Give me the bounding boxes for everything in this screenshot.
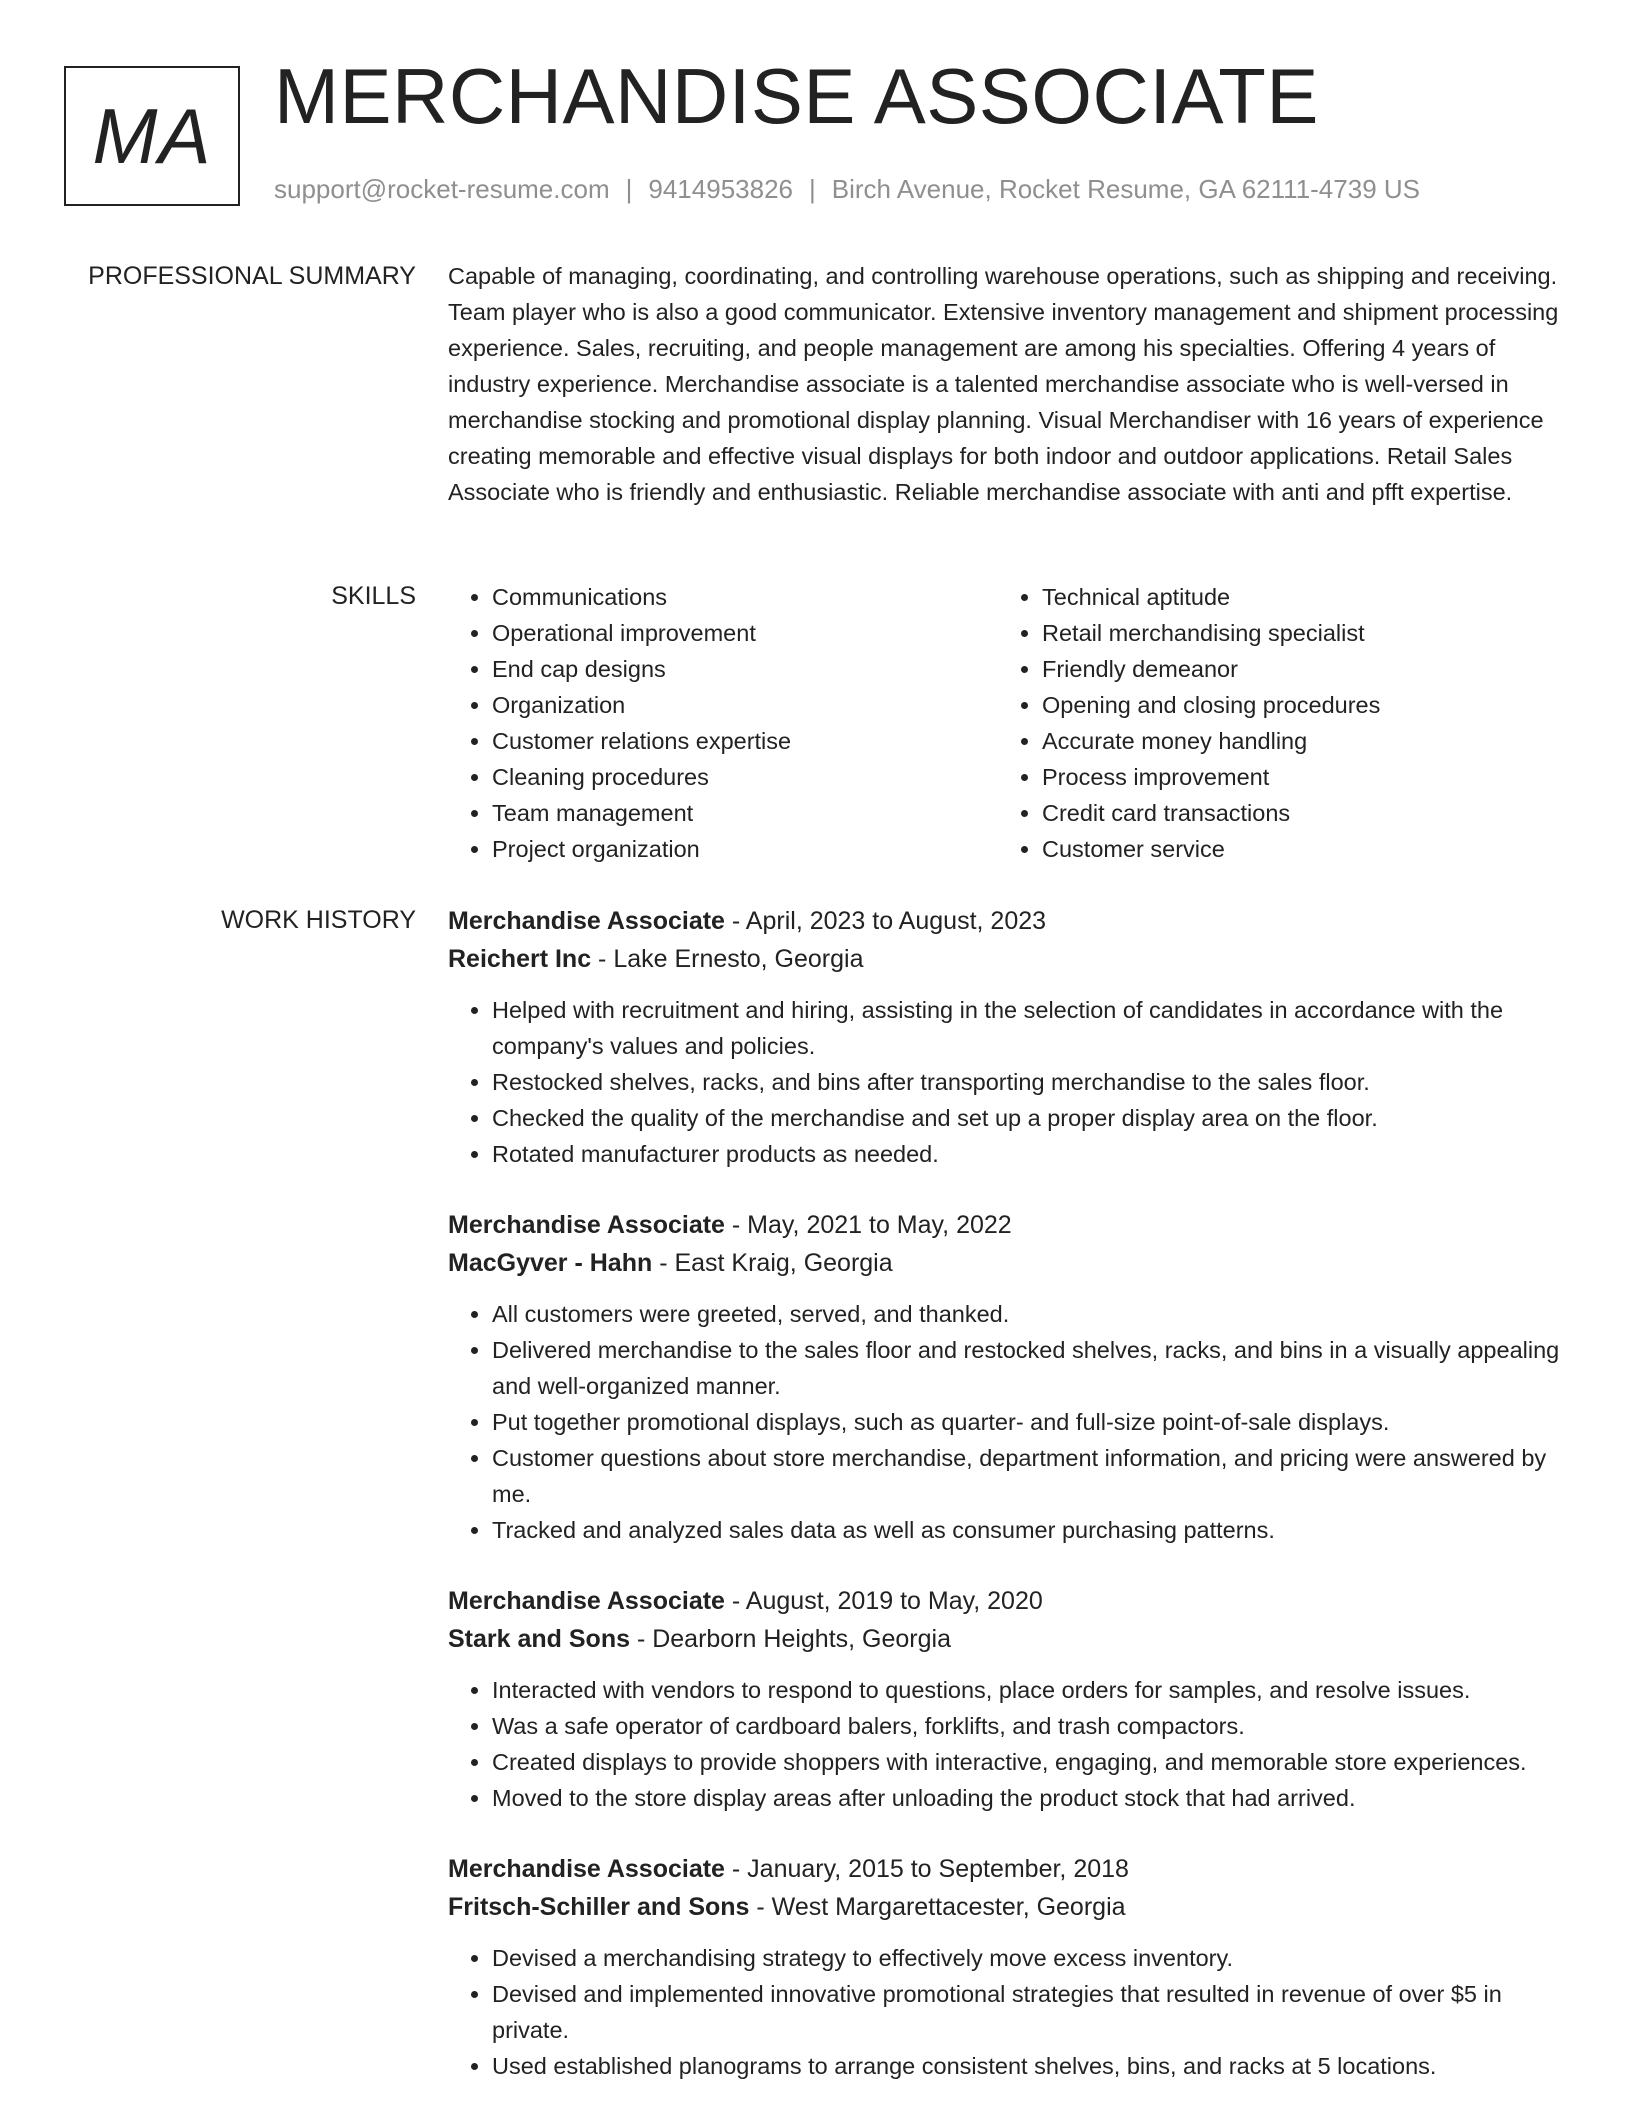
work-history-section bbox=[448, 902, 1568, 2118]
contact-line bbox=[274, 174, 1420, 205]
skills-list-left bbox=[448, 579, 998, 867]
job-company-line bbox=[448, 940, 1568, 978]
job-bullet: • Checked the quality of the merchandise and set up a proper display area on the floor. bbox=[492, 1100, 1568, 1136]
job-entry bbox=[448, 1582, 1568, 1816]
job-bullet: • All customers were greeted, served, and thanked. bbox=[492, 1296, 1568, 1332]
skill-item: • Credit card transactions bbox=[1042, 795, 1548, 831]
summary-section bbox=[448, 258, 1568, 510]
job-bullets bbox=[448, 992, 1568, 1172]
job-bullets bbox=[448, 1296, 1568, 1548]
job-bullet: • Tracked and analyzed sales data as well as consumer purchasing patterns. bbox=[492, 1512, 1568, 1548]
skill-item: • End cap designs bbox=[492, 651, 998, 687]
section-label-summary: PROFESSIONAL SUMMARY bbox=[88, 262, 416, 290]
job-bullet: • Rotated manufacturer products as needed. bbox=[492, 1136, 1568, 1172]
skill-item: • Technical aptitude bbox=[1042, 579, 1548, 615]
job-bullet: • Devised and implemented innovative promotional strategies that resulted in revenue of over $5 in private. bbox=[492, 1976, 1568, 2048]
job-title-line bbox=[448, 1206, 1568, 1244]
contact-email: support@rocket-resume.com bbox=[274, 174, 610, 204]
job-title-line bbox=[448, 902, 1568, 940]
skill-item: • Friendly demeanor bbox=[1042, 651, 1548, 687]
contact-separator: | bbox=[809, 174, 816, 204]
job-dates: - August, 2019 to May, 2020 bbox=[724, 1587, 1043, 1615]
skill-item: • Communications bbox=[492, 579, 998, 615]
job-company-line bbox=[448, 1244, 1568, 1282]
job-bullet: • Used established planograms to arrange consistent shelves, bins, and racks at 5 locations. bbox=[492, 2048, 1568, 2084]
contact-separator: | bbox=[625, 174, 633, 204]
job-bullet: • Delivered merchandise to the sales floor and restocked shelves, racks, and bins in a visually appealing and well-organized manner. bbox=[492, 1332, 1568, 1404]
job-dates: - January, 2015 to September, 2018 bbox=[724, 1855, 1129, 1883]
skill-item: • Retail merchandising specialist bbox=[1042, 615, 1548, 651]
contact-phone: 9414953826 bbox=[648, 174, 793, 204]
job-title: Merchandise Associate bbox=[448, 1855, 725, 1883]
job-location: - West Margarettacester, Georgia bbox=[749, 1893, 1126, 1921]
section-label-work-history: WORK HISTORY bbox=[221, 906, 416, 934]
skill-item: • Cleaning procedures bbox=[492, 759, 998, 795]
skill-item: • Operational improvement bbox=[492, 615, 998, 651]
job-bullet: • Was a safe operator of cardboard balers, forklifts, and trash compactors. bbox=[492, 1708, 1568, 1744]
job-bullet: • Interacted with vendors to respond to questions, place orders for samples, and resolve issues. bbox=[492, 1672, 1568, 1708]
job-company-line bbox=[448, 1620, 1568, 1658]
job-title-line bbox=[448, 1582, 1568, 1620]
skill-item: • Customer relations expertise bbox=[492, 723, 998, 759]
job-bullet: • Customer questions about store merchandise, department information, and pricing were answered by me. bbox=[492, 1440, 1568, 1512]
job-company: Fritsch-Schiller and Sons bbox=[448, 1893, 750, 1921]
job-bullet: • Moved to the store display areas after unloading the product stock that had arrived. bbox=[492, 1780, 1568, 1816]
job-bullet: • Put together promotional displays, such as quarter- and full-size point-of-sale displays. bbox=[492, 1404, 1568, 1440]
section-label-skills: SKILLS bbox=[331, 582, 416, 610]
job-dates: - May, 2021 to May, 2022 bbox=[724, 1211, 1012, 1239]
skill-item: • Customer service bbox=[1042, 831, 1548, 867]
job-location: - Dearborn Heights, Georgia bbox=[630, 1625, 951, 1653]
job-title: Merchandise Associate bbox=[448, 1587, 725, 1615]
job-company: MacGyver - Hahn bbox=[448, 1249, 653, 1277]
skill-item: • Organization bbox=[492, 687, 998, 723]
skill-item: • Team management bbox=[492, 795, 998, 831]
job-title: Merchandise Associate bbox=[448, 907, 725, 935]
skills-grid bbox=[448, 579, 1568, 867]
job-entry bbox=[448, 1850, 1568, 2084]
monogram-logo: MA bbox=[64, 66, 240, 206]
job-bullet: • Created displays to provide shoppers with interactive, engaging, and memorable store experiences. bbox=[492, 1744, 1568, 1780]
job-location: - East Kraig, Georgia bbox=[652, 1249, 893, 1277]
job-bullet: • Helped with recruitment and hiring, assisting in the selection of candidates in accordance with the company's values and policies. bbox=[492, 992, 1568, 1064]
job-entry bbox=[448, 902, 1568, 1172]
job-location: - Lake Ernesto, Georgia bbox=[591, 945, 864, 973]
job-dates: - April, 2023 to August, 2023 bbox=[724, 907, 1047, 935]
contact-address: Birch Avenue, Rocket Resume, GA 62111-4739 US bbox=[831, 174, 1420, 204]
job-company: Reichert Inc bbox=[448, 945, 592, 973]
job-company-line bbox=[448, 1888, 1568, 1926]
skills-section bbox=[448, 579, 1568, 867]
page-title: MERCHANDISE ASSOCIATE bbox=[274, 52, 1319, 140]
job-title-line bbox=[448, 1850, 1568, 1888]
job-title: Merchandise Associate bbox=[448, 1211, 725, 1239]
job-entry bbox=[448, 1206, 1568, 1548]
skill-item: • Accurate money handling bbox=[1042, 723, 1548, 759]
skill-item: • Project organization bbox=[492, 831, 998, 867]
job-bullets bbox=[448, 1940, 1568, 2084]
job-bullet: • Restocked shelves, racks, and bins after transporting merchandise to the sales floor. bbox=[492, 1064, 1568, 1100]
skill-item: • Process improvement bbox=[1042, 759, 1548, 795]
job-bullets bbox=[448, 1672, 1568, 1816]
summary-text: Capable of managing, coordinating, and controlling warehouse operations, such as shipping and receiving. Team player who is also a good communicator. Extensive inventory management and shipment processing experience. Sales, recruiting, and people management are among his specialties. Offering 4 years of industry experience. Merchandise associate is a talented merchandise associate who is well-versed in merchandise stocking and promotional display planning. Visual Merchandiser with 16 years of experience creating memorable and effective visual displays for both indoor and outdoor applications. Retail Sales Associate who is friendly and enthusiastic. Reliable merchandise associate with anti and pfft expertise. bbox=[448, 263, 1559, 505]
job-bullet: • Devised a merchandising strategy to effectively move excess inventory. bbox=[492, 1940, 1568, 1976]
job-company: Stark and Sons bbox=[448, 1625, 630, 1653]
skill-item: • Opening and closing procedures bbox=[1042, 687, 1548, 723]
skills-list-right bbox=[998, 579, 1548, 867]
